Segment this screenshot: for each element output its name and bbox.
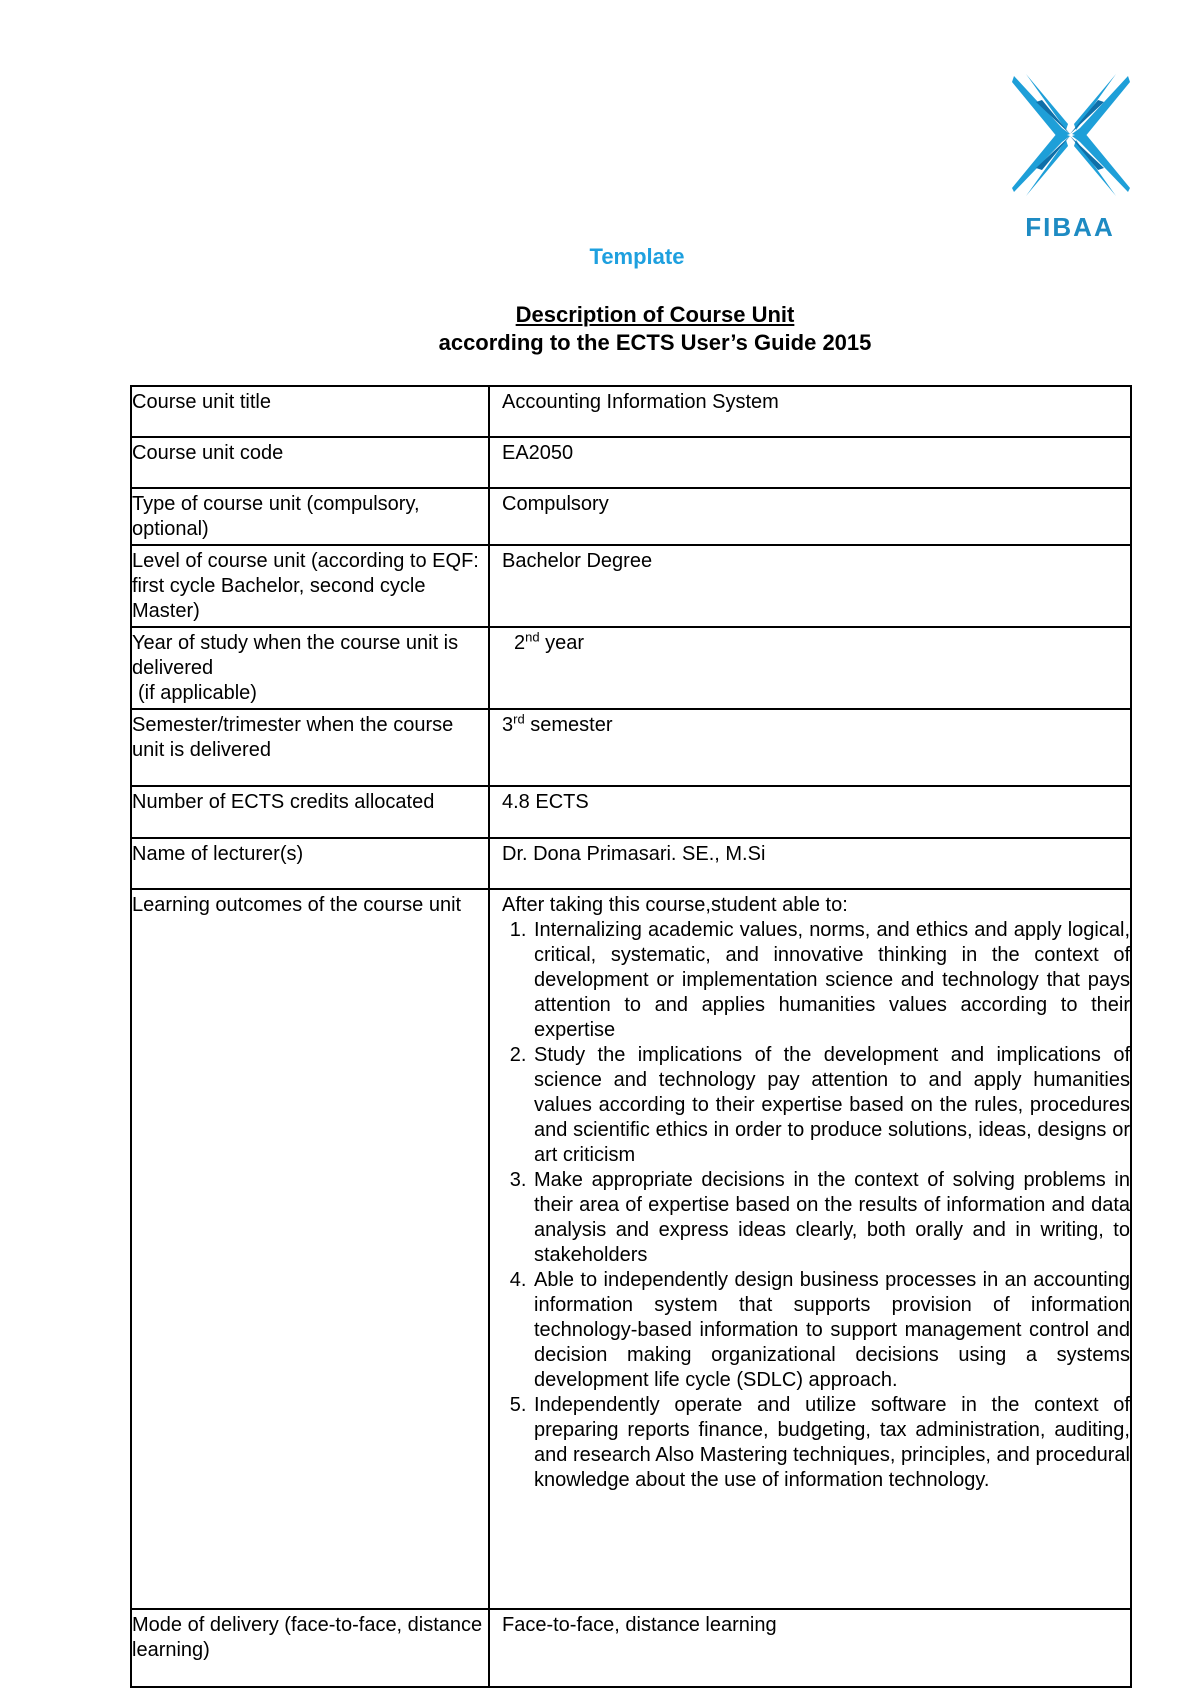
year-suffix: nd [525, 629, 540, 645]
row-label: Type of course unit (compulsory, optional) [131, 488, 489, 545]
logo-wordmark: FIBAA [1025, 212, 1115, 242]
outcomes-intro: After taking this course,student able to: [502, 894, 848, 916]
row-label: Number of ECTS credits allocated [131, 786, 489, 838]
table-row [131, 545, 1131, 627]
list-item: 5. Independently operate and utilize software in the context of preparing reports finance, budgeting, tax administration, auditing, and research Also Mastering techniques, principles, and procedural knowledge about the use of information technology. [532, 1393, 1130, 1493]
year-number: 2 [514, 632, 526, 654]
row-value: EA2050 [489, 437, 1131, 488]
table-row [131, 1609, 1131, 1687]
table-row [131, 838, 1131, 889]
fibaa-x-icon [1006, 72, 1134, 200]
row-value: 4.8 ECTS [489, 786, 1131, 838]
document-subtitle: according to the ECTS User’s Guide 2015 [438, 330, 872, 355]
fibaa-logo [1006, 72, 1134, 242]
table-row [131, 627, 1131, 709]
row-value [489, 627, 1131, 709]
list-item: 1. Internalizing academic values, norms, and ethics and apply logical, critical, systematic, and innovative thinking in the context of development or implementation science and technology that pays attention to and applies humanities values according to their expertise [532, 918, 1130, 1043]
list-item: 2. Study the implications of the development and implications of science and technology pay attention to and apply humanities values according to their expertise based on the rules, procedures and scientific ethics in order to produce solutions, ideas, designs or art criticism [532, 1043, 1130, 1168]
row-label: Learning outcomes of the course unit [131, 889, 489, 1609]
semester-number: 3 [502, 714, 514, 736]
row-label: Course unit code [131, 437, 489, 488]
table-row [131, 386, 1131, 437]
row-value [489, 709, 1131, 786]
semester-text: semester [524, 714, 613, 736]
row-value: Bachelor Degree [489, 545, 1131, 627]
document-title: Description of Course Unit [515, 302, 795, 327]
row-label: Semester/trimester when the course unit is delivered [131, 709, 489, 786]
row-value: Compulsory [489, 488, 1131, 545]
row-label [131, 627, 489, 709]
table-row [131, 889, 1131, 1609]
table-row [131, 786, 1131, 838]
course-unit-table [130, 385, 1132, 1688]
row-label-note: (if applicable) [138, 682, 257, 704]
row-label: Level of course unit (according to EQF: first cycle Bachelor, second cycle Master) [131, 545, 489, 627]
row-label: Mode of delivery (face-to-face, distance learning) [131, 1609, 489, 1687]
outcomes-list [502, 918, 1130, 1493]
semester-suffix: rd [513, 711, 525, 727]
table-row [131, 437, 1131, 488]
row-value [489, 889, 1131, 1609]
table-row [131, 488, 1131, 545]
row-value: Dr. Dona Primasari. SE., M.Si [489, 838, 1131, 889]
row-value: Accounting Information System [489, 386, 1131, 437]
row-label: Course unit title [131, 386, 489, 437]
list-item: 4. Able to independently design business processes in an accounting information system that supports provision of information technology-based information to support management control and decision making organizational decisions using a systems development life cycle (SDLC) approach. [532, 1268, 1130, 1393]
template-label: Template [589, 244, 685, 269]
table-row [131, 709, 1131, 786]
row-label-main: Year of study when the course unit is delivered [132, 632, 459, 679]
row-label: Name of lecturer(s) [131, 838, 489, 889]
row-value: Face-to-face, distance learning [489, 1609, 1131, 1687]
list-item: 3. Make appropriate decisions in the context of solving problems in their area of expertise based on the results of information and data analysis and express ideas clearly, both orally and in writing, to stakeholders [532, 1168, 1130, 1268]
year-text: year [539, 632, 585, 654]
